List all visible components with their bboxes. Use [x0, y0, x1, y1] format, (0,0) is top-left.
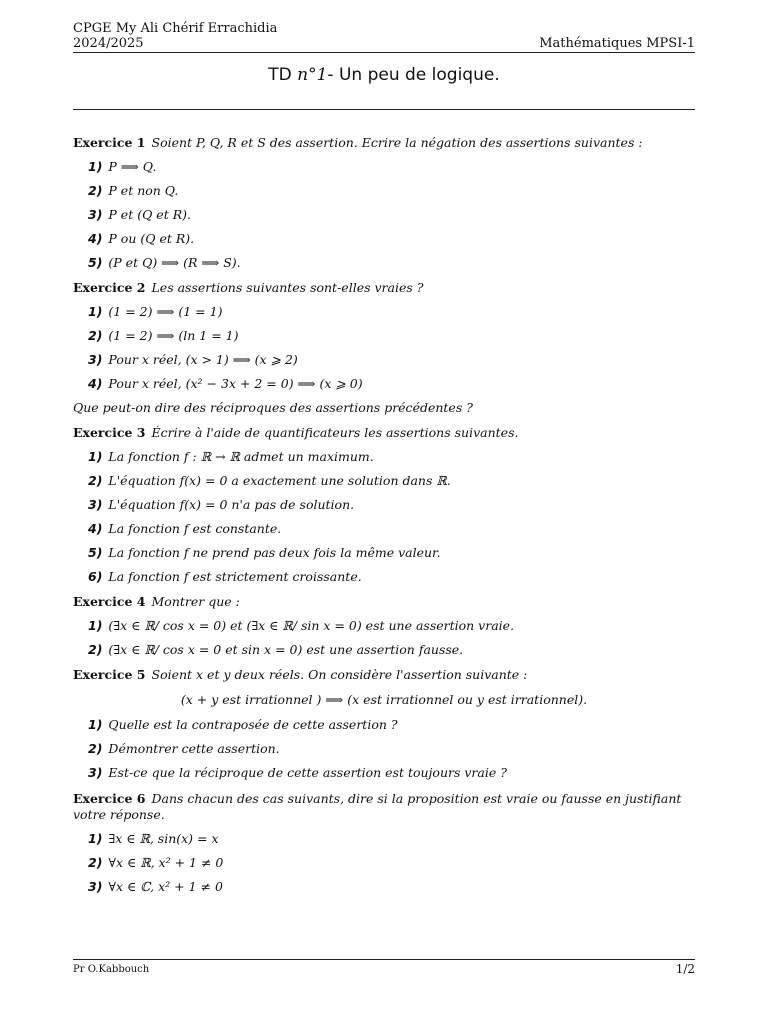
exercise-intro: Les assertions suivantes sont-elles vraies ?	[151, 280, 424, 295]
footer-rule	[73, 959, 695, 960]
header-line-2	[73, 36, 695, 51]
exercise-1	[73, 135, 695, 151]
course-name: Mathématiques MPSI-1	[539, 36, 695, 51]
list-item: 4) P ou (Q et R).	[88, 231, 195, 246]
list-item: 5) La fonction f ne prend pas deux fois la même valeur.	[88, 545, 441, 560]
list-item: 4) La fonction f est constante.	[88, 521, 282, 536]
list-item: 2) (1 = 2) ⟹ (ln 1 = 1)	[88, 328, 239, 343]
list-item: 2) P et non Q.	[88, 183, 179, 198]
exercise-label: Exercice 5	[73, 667, 146, 682]
list-item: 1) Quelle est la contraposée de cette assertion ?	[88, 717, 398, 732]
title-number: n°1	[297, 65, 328, 85]
header-line-1	[73, 21, 695, 36]
exercise-label: Exercice 1	[73, 135, 146, 150]
page-title	[0, 63, 768, 87]
list-item: 1) P ⟹ Q.	[88, 159, 157, 174]
exercise-6	[73, 791, 695, 823]
exercise-2	[73, 280, 695, 296]
exercise-3	[73, 425, 695, 441]
exercise-intro: Montrer que :	[151, 594, 240, 609]
exercise-label: Exercice 2	[73, 280, 146, 295]
list-item: 3) L'équation f(x) = 0 n'a pas de solution.	[88, 497, 355, 512]
title-prefix: TD	[268, 65, 298, 85]
list-item: 2) (∃x ∈ ℝ/ cos x = 0 et sin x = 0) est une assertion fausse.	[88, 642, 464, 657]
list-item: 2) L'équation f(x) = 0 a exactement une solution dans ℝ.	[88, 473, 451, 488]
list-item: 5) (P et Q) ⟹ (R ⟹ S).	[88, 255, 241, 270]
list-item: 2) Démontrer cette assertion.	[88, 741, 280, 756]
list-item: 4) Pour x réel, (x² − 3x + 2 = 0) ⟹ (x ⩾ 0)	[88, 376, 363, 391]
list-item: 2) ∀x ∈ ℝ, x² + 1 ≠ 0	[88, 855, 224, 870]
exercise-4	[73, 594, 695, 610]
exercise-label: Exercice 4	[73, 594, 146, 609]
title-rest: - Un peu de logique.	[327, 65, 500, 85]
exercise-intro: Soient x et y deux réels. On considère l'assertion suivante :	[151, 667, 528, 682]
list-item: 3) ∀x ∈ ℂ, x² + 1 ≠ 0	[88, 879, 223, 894]
list-item: 1) (∃x ∈ ℝ/ cos x = 0) et (∃x ∈ ℝ/ sin x = 0) est une assertion vraie.	[88, 618, 515, 633]
centered-assertion: (x + y est irrationnel ) ⟹ (x est irrationnel ou y est irrationnel).	[180, 692, 588, 707]
exercise-5	[73, 667, 695, 683]
exercise-intro: Dans chacun des cas suivants, dire si la proposition est vraie ou fausse en justifiant votre réponse.	[73, 791, 682, 822]
school-name: CPGE My Ali Chérif Errachidia	[73, 21, 278, 36]
list-item: 1) La fonction f : ℝ → ℝ admet un maximum.	[88, 449, 374, 464]
exercise-list	[73, 135, 695, 895]
list-item: 3) Est-ce que la réciproque de cette assertion est toujours vraie ?	[88, 765, 507, 780]
list-item: 3) P et (Q et R).	[88, 207, 191, 222]
header-rule	[73, 52, 695, 53]
exercise-intro: Écrire à l'aide de quantificateurs les assertions suivantes.	[151, 425, 519, 440]
exercise-label: Exercice 6	[73, 791, 146, 806]
exercise-note: Que peut-on dire des réciproques des assertions précédentes ?	[73, 400, 473, 415]
footer	[73, 963, 695, 976]
list-item: 1) (1 = 2) ⟹ (1 = 1)	[88, 304, 223, 319]
page-number: 1/2	[675, 962, 695, 976]
school-year: 2024/2025	[73, 36, 144, 51]
exercise-label: Exercice 3	[73, 425, 146, 440]
exercise-intro: Soient P, Q, R et S des assertion. Ecrire la négation des assertions suivantes :	[151, 135, 643, 150]
title-rule	[73, 109, 695, 110]
list-item: 1) ∃x ∈ ℝ, sin(x) = x	[88, 831, 219, 846]
list-item: 6) La fonction f est strictement croissante.	[88, 569, 362, 584]
footer-author: Pr O.Kabbouch	[73, 964, 150, 975]
list-item: 3) Pour x réel, (x > 1) ⟹ (x ⩾ 2)	[88, 352, 298, 367]
